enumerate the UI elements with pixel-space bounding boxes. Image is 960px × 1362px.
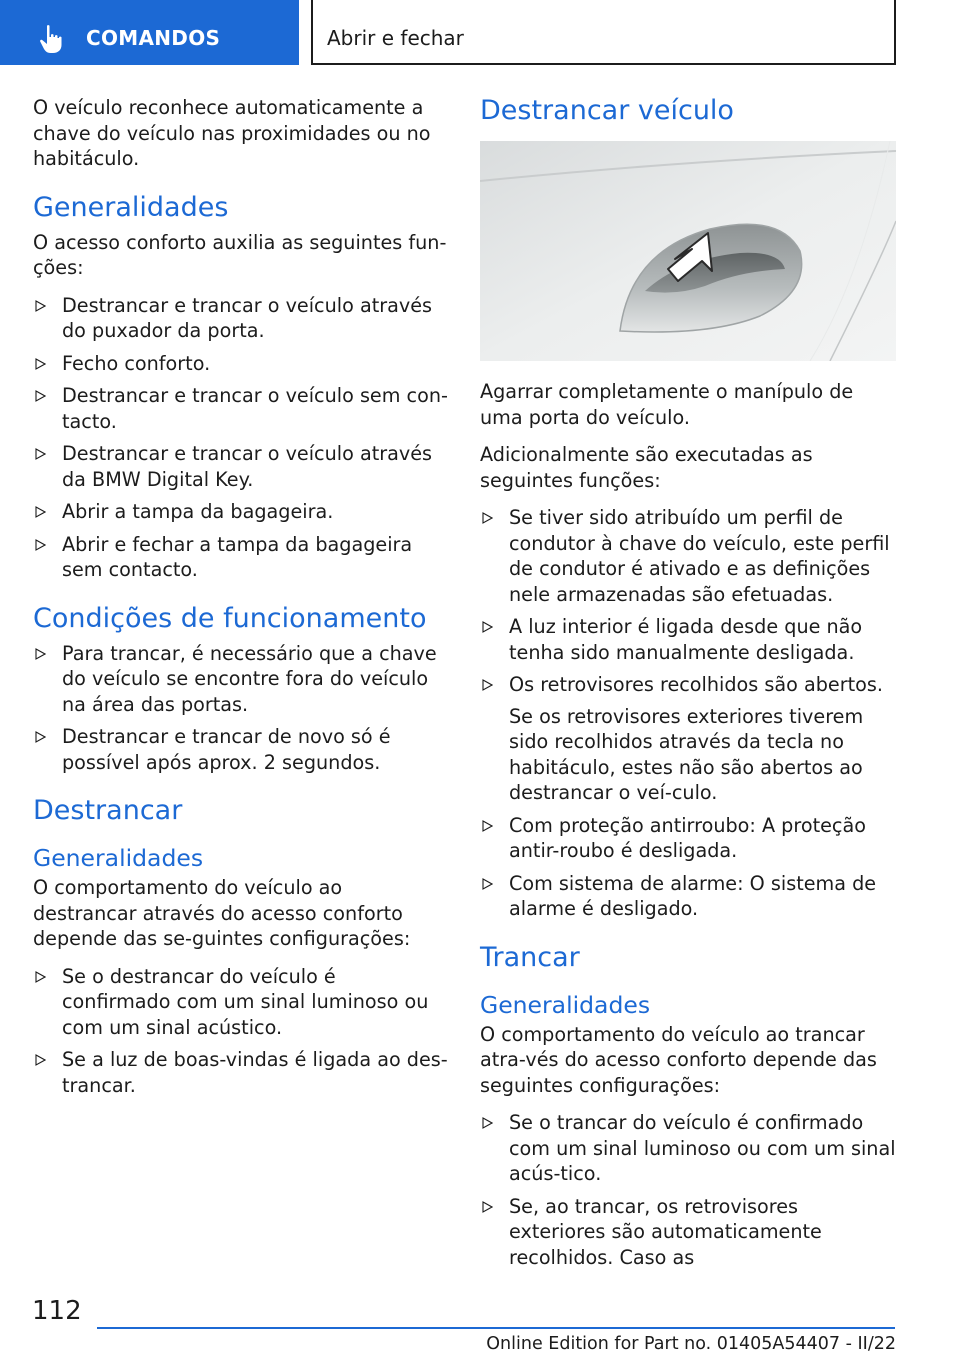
- list-config-trancar: [480, 1110, 896, 1270]
- paragraph-comportamento-trancar: O comportamento do veículo ao trancar atra-vés do acesso conforto depende das seguintes configurações:: [480, 1022, 877, 1097]
- triangle-bullet-icon: [35, 506, 46, 518]
- edition-footer: Online Edition for Part no. 01405A54407 - II/22: [486, 1334, 896, 1354]
- list-item: [480, 871, 896, 922]
- list-item: [33, 441, 449, 492]
- list-item-text: Fecho conforto.: [62, 351, 211, 375]
- subheading-generalidades: Generalidades: [480, 990, 651, 1019]
- paragraph-agarrar: Agarrar completamente o manípulo de uma porta do veículo.: [480, 380, 854, 429]
- triangle-bullet-icon: [35, 731, 46, 743]
- list-item-text: A luz interior é ligada desde que não tenha sido manualmente desligada.: [509, 615, 863, 664]
- list-item-text: Se o destrancar do veículo é confirmado com um sinal luminoso ou com um sinal acústico.: [62, 964, 429, 1039]
- list-item-text: Destrancar e trancar o veículo sem con-tacto.: [62, 384, 448, 433]
- list-item: [480, 672, 896, 806]
- hand-icon: [38, 24, 68, 54]
- list-item: [33, 351, 449, 377]
- list-item: [480, 813, 896, 864]
- heading-condicoes: Condições de funcionamento: [33, 602, 427, 634]
- list-item: [480, 614, 896, 665]
- triangle-bullet-icon: [35, 971, 46, 983]
- section-header: [311, 0, 896, 65]
- page-number: 112: [32, 1296, 82, 1326]
- paragraph-comportamento: O comportamento do veículo ao destrancar através do acesso conforto depende das se-guintes configurações:: [33, 876, 411, 950]
- list-item: [33, 724, 449, 775]
- section-title: Abrir e fechar: [327, 26, 464, 50]
- list-funcoes-destrancar: [480, 505, 896, 922]
- heading-destrancar-veiculo: Destrancar veículo: [480, 95, 734, 126]
- list-item-text: Destrancar e trancar de novo só é possível após aprox. 2 segundos.: [62, 725, 391, 774]
- list-item-text: Abrir a tampa da bagageira.: [62, 500, 334, 523]
- triangle-bullet-icon: [35, 358, 46, 370]
- list-item-note: Se os retrovisores exteriores tiverem sido recolhidos através da tecla no habitáculo, estes não são abertos ao destrancar o veí-culo.: [509, 704, 864, 804]
- list-item: [33, 641, 449, 718]
- list-item: [33, 499, 449, 525]
- list-item: [33, 383, 449, 434]
- triangle-bullet-icon: [482, 512, 493, 524]
- list-item-text: Se, ao trancar, os retrovisores exteriores são automaticamente recolhidos. Caso as: [509, 1194, 822, 1269]
- list-item: [33, 293, 449, 344]
- intro-paragraph: O veículo reconhece automaticamente a chave do veículo nas proximidades ou no habitáculo.: [33, 96, 431, 170]
- list-item-text: Para trancar, é necessário que a chave do veículo se encontre fora do veículo na área das portas.: [62, 641, 437, 716]
- triangle-bullet-icon: [482, 820, 493, 832]
- list-item-text: Com proteção antirroubo: A proteção antir-roubo é desligada.: [509, 813, 866, 862]
- list-item-text: Destrancar e trancar o veículo através da BMW Digital Key.: [62, 442, 433, 491]
- list-item-text: Os retrovisores recolhidos são abertos.: [509, 673, 883, 696]
- triangle-bullet-icon: [482, 878, 493, 890]
- list-item-text: Com sistema de alarme: O sistema de alarme é desligado.: [509, 871, 877, 920]
- chapter-label: COMANDOS: [86, 26, 221, 50]
- triangle-bullet-icon: [482, 621, 493, 633]
- list-item-text: Se tiver sido atribuído um perfil de condutor à chave do veículo, este perfil de condutor é ativado e as definições nele armazenadas são efetuadas.: [509, 506, 890, 606]
- list-item: [33, 964, 449, 1041]
- heading-trancar: Trancar: [480, 941, 580, 973]
- list-item: [480, 1194, 896, 1271]
- list-item: [480, 505, 896, 607]
- triangle-bullet-icon: [35, 300, 46, 312]
- triangle-bullet-icon: [482, 1201, 493, 1213]
- chapter-tab[interactable]: [0, 0, 299, 65]
- heading-destrancar: Destrancar: [33, 795, 183, 826]
- list-item-text: Abrir e fechar a tampa da bagageira sem contacto.: [62, 532, 413, 581]
- heading-generalidades: Generalidades: [33, 191, 229, 223]
- list-item: [33, 1047, 449, 1098]
- footer-divider: [97, 1327, 895, 1329]
- subheading-generalidades: Generalidades: [33, 844, 204, 872]
- list-item: [33, 532, 449, 583]
- triangle-bullet-icon: [482, 679, 493, 691]
- triangle-bullet-icon: [35, 390, 46, 402]
- list-condicoes: [33, 641, 449, 776]
- triangle-bullet-icon: [482, 1117, 493, 1129]
- list-config: [33, 964, 449, 1099]
- list-item: [480, 1110, 896, 1187]
- triangle-bullet-icon: [35, 1054, 46, 1066]
- triangle-bullet-icon: [35, 539, 46, 551]
- left-column: [33, 95, 449, 1106]
- door-handle-arrow-icon: [480, 141, 896, 361]
- right-column: [480, 95, 896, 1278]
- triangle-bullet-icon: [35, 648, 46, 660]
- list-item-text: Se o trancar do veículo é confirmado com um sinal luminoso ou com um sinal acús-tico.: [509, 1111, 896, 1185]
- list-funcoes: [33, 293, 449, 583]
- door-handle-photo: [480, 141, 896, 361]
- list-item-text: Destrancar e trancar o veículo através do puxador da porta.: [62, 293, 433, 342]
- triangle-bullet-icon: [35, 448, 46, 460]
- list-item-text: Se a luz de boas-vindas é ligada ao des-trancar.: [62, 1048, 448, 1097]
- paragraph-adicionalmente: Adicionalmente são executadas as seguintes funções:: [480, 443, 813, 492]
- paragraph-acesso: O acesso conforto auxilia as seguintes fun-ções:: [33, 230, 447, 279]
